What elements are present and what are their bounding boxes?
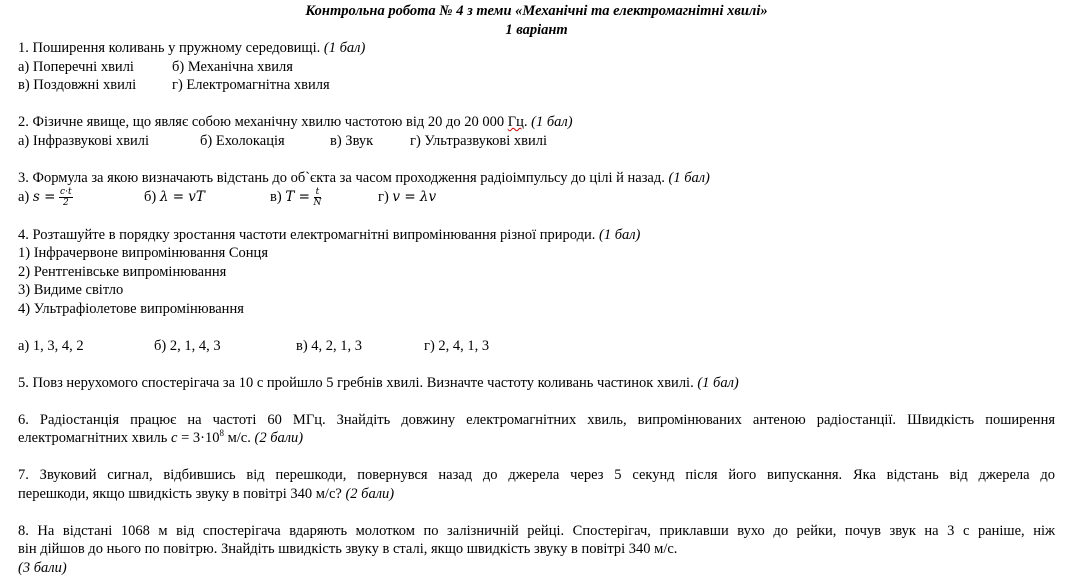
q2-option-d: г) Ультразвукові хвилі bbox=[410, 132, 548, 149]
question-2-unit: Гц bbox=[507, 114, 524, 130]
question-5-text: 5. Повз нерухомого спостерігача за 10 с пройшло 5 гребнів хвилі. Визначте частоту коливань частинок хвилі. bbox=[18, 374, 694, 391]
question-8-line-2: він дійшов до нього по повітрю. Знайдіть швидкість звуку в сталі, якщо швидкість звуку в повітрі 340 м/с. bbox=[18, 541, 678, 557]
question-1-text: 1. Поширення коливань у пружному середовищі. bbox=[18, 40, 321, 56]
q2-option-b: б) Ехолокація bbox=[200, 132, 285, 149]
question-5 bbox=[18, 374, 1055, 393]
question-2-text: 2. Фізичне явище, що являє собою механічну хвилю частотою від 20 до 20 000 bbox=[18, 114, 505, 130]
q3-option-d-formula: v = λv bbox=[392, 188, 437, 205]
speed-of-light-value: = 3·10 bbox=[181, 430, 220, 446]
question-7-points: (2 бали) bbox=[345, 485, 395, 502]
q3-option-a-fraction: $\frac{c\cdot t}{2}$ bbox=[60, 187, 72, 208]
question-8-line-1: 8. На відстані 1068 м від спостерігача вдаряють молотком по залізничній рейці. Спостерігач, приклавши вухо до рейки, почув звук на 3 с раніше, ніж bbox=[18, 522, 1055, 539]
question-3-text: 3. Формула за якою визначають відстань до об`єкта за часом проходження радіоімпульсу до цілі й назад. bbox=[18, 169, 665, 186]
question-2-options bbox=[18, 132, 1055, 151]
question-7-line-2-text: перешкоди, якщо швидкість звуку в повітрі 340 м/с? bbox=[18, 485, 342, 502]
q4-item: 1) Інфрачервоне випромінювання Сонця bbox=[18, 245, 268, 261]
q3-option-d: г) v = λv bbox=[378, 188, 437, 205]
question-4-text: 4. Розташуйте в порядку зростання частоти електромагнітні випромінювання різної природи. bbox=[18, 226, 596, 243]
question-5-points: (1 бал) bbox=[697, 374, 739, 391]
test-page bbox=[18, 2, 1055, 577]
q4-option-b: б) 2, 1, 4, 3 bbox=[154, 337, 221, 354]
question-7-line-2 bbox=[18, 485, 1055, 504]
q1-option-a: а) Поперечні хвилі bbox=[18, 58, 134, 75]
question-4 bbox=[18, 226, 1055, 245]
question-8-points: (3 бали) bbox=[18, 559, 67, 576]
question-1 bbox=[18, 39, 1055, 58]
speed-of-light-unit: м/с. bbox=[227, 430, 251, 446]
question-1-points: (1 бал) bbox=[323, 40, 366, 56]
question-3-options bbox=[18, 187, 1055, 207]
question-7-line-1: 7. Звуковий сигнал, відбившись від перешкоди, повернувся назад до джерела через 5 секунд після його випускання. Яка відстань від джерела до bbox=[18, 467, 1055, 483]
q2-option-a: а) Інфразвукові хвилі bbox=[18, 132, 150, 149]
question-2: 2. Фізичне явище, що являє собою механічну хвилю частотою від 20 до 20 000 Гц. (1 бал) bbox=[18, 114, 573, 130]
q3-option-c-lhs: T = bbox=[285, 188, 310, 205]
q4-option-a: а) 1, 3, 4, 2 bbox=[18, 337, 84, 354]
q4-item: 4) Ультрафіолетове випромінювання bbox=[18, 300, 244, 317]
q4-option-d: г) 2, 4, 1, 3 bbox=[424, 337, 490, 354]
question-6-points: (2 бали) bbox=[254, 430, 304, 446]
question-6-line-2-text: електромагнітних хвиль bbox=[18, 430, 168, 446]
q2-option-c: в) Звук bbox=[330, 132, 374, 149]
q4-option-c: в) 4, 2, 1, 3 bbox=[296, 337, 363, 354]
speed-of-light-exponent: 8 bbox=[219, 428, 224, 439]
q3-option-c: в) T = $\frac{t}{N}$ bbox=[270, 187, 322, 208]
speed-of-light-symbol: c bbox=[171, 430, 178, 446]
question-6-line-1: 6. Радіостанція працює на частоті 60 МГц. Знайдіть довжину електромагнітних хвиль, випромінюваних антеною радіостанції. Швидкість поширення bbox=[18, 411, 1055, 428]
question-6-line-2 bbox=[18, 429, 1055, 448]
question-4-options bbox=[18, 337, 1055, 356]
question-4-points: (1 бал) bbox=[598, 226, 641, 243]
question-2-points: (1 бал) bbox=[531, 114, 573, 130]
q3-option-b-formula: λ = vT bbox=[159, 188, 205, 205]
q1-option-d: г) Електромагнітна хвиля bbox=[172, 77, 330, 93]
q4-item: 2) Рентгенівське випромінювання bbox=[18, 263, 227, 280]
question-3 bbox=[18, 169, 1055, 188]
q3-option-c-fraction: $\frac{t}{N}$ bbox=[313, 187, 322, 208]
q1-option-c: в) Поздовжні хвилі bbox=[18, 77, 137, 93]
q3-option-b: б) λ = vT bbox=[144, 188, 205, 205]
question-1-options-row-1 bbox=[18, 58, 1055, 77]
q1-option-b: б) Механічна хвиля bbox=[172, 58, 293, 75]
page-title: Контрольна робота № 4 з теми «Механічні та електромагнітні хвилі» bbox=[305, 3, 768, 19]
q4-item: 3) Видиме світло bbox=[18, 282, 124, 298]
question-1-options-row-2 bbox=[18, 76, 1055, 95]
question-3-points: (1 бал) bbox=[668, 169, 710, 186]
q3-option-a-lhs: s = bbox=[32, 188, 56, 205]
variant-label: 1 варіант bbox=[505, 21, 568, 38]
q3-option-a: а) s = $\frac{c\cdot t}{2}$ bbox=[18, 187, 72, 208]
